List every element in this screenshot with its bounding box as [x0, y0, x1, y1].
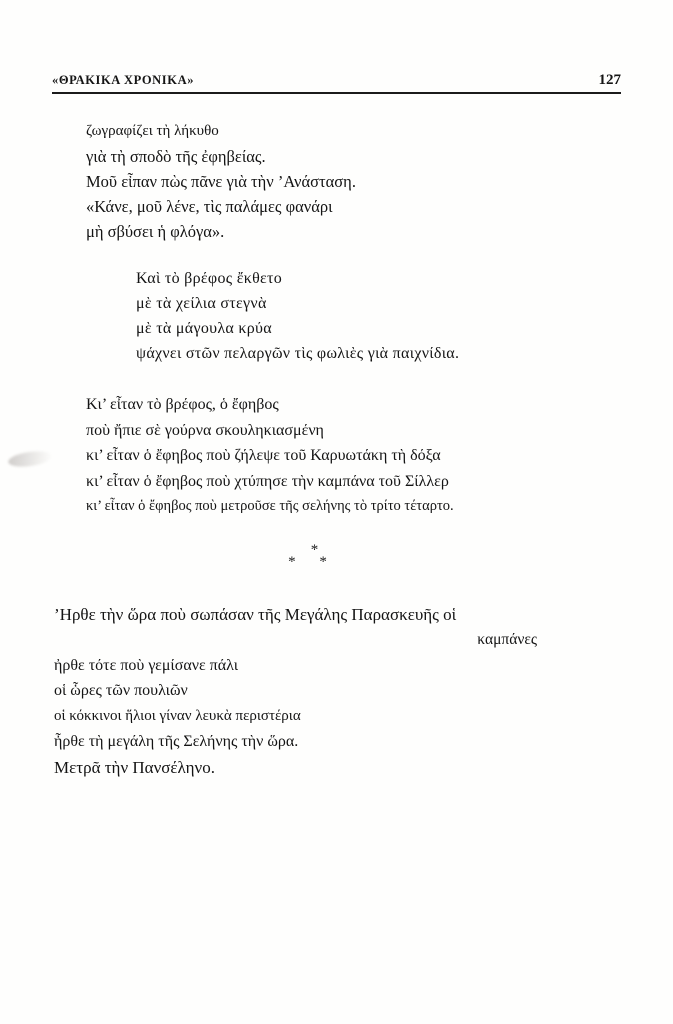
poem-line: οἱ κόκκινοι ἥλιοι γίναν λευκὰ περιστέρια [54, 707, 301, 724]
poem-line: ἦρθε τὴ μεγάλη τῆς Σελήνης τὴν ὥρα. [54, 733, 299, 750]
stanza-4 [52, 602, 633, 781]
poem-line: μὴ σβύσει ἡ φλόγα». [86, 222, 225, 241]
section-separator [52, 541, 633, 570]
poem-line: κι’ εἶταν ὁ ἔφηβος ποὺ ζήλεψε τοῦ Καρυωτάκη τὴ δόξα [86, 447, 441, 464]
poem-line: Κι’ εἶταν τὸ βρέφος, ὁ ἔφηβος [86, 396, 279, 413]
poem-line: ἠρθε τότε ποὺ γεμίσανε πάλι [54, 656, 238, 674]
scan-artifact [7, 449, 53, 469]
page-number: 127 [598, 72, 621, 88]
header-divider [52, 92, 621, 94]
poem-line: ψάχνει στῶν πελαργῶν τὶς φωλιὲς γιὰ παιχνίδια. [136, 345, 460, 362]
asterisk-top: * [310, 541, 319, 558]
poem-line: κι’ εἶταν ὁ ἔφηβος ποὺ μετροῦσε τῆς σελήνης τὸ τρίτο τέταρτο. [86, 498, 454, 514]
poem-line: μὲ τὰ χείλια στεγνὰ [136, 295, 267, 312]
poem-line: Μοῦ εἶπαν πὼς πᾶνε γιὰ τὴν ’Ανάσταση. [86, 172, 356, 191]
stanza-3 [52, 392, 633, 520]
poem-line: «Κάνε, μοῦ λένε, τὶς παλάμες φανάρι [86, 197, 333, 216]
poem-line: οἱ ὧρες τῶν πουλιῶν [54, 682, 188, 699]
poem-body [52, 110, 633, 780]
asterisk-bottom: * * [288, 553, 337, 570]
poem-line: κι’ εἶταν ὁ ἔφηβος ποὺ χτύπησε τὴν καμπάνα τοῦ Σίλλερ [86, 472, 449, 490]
poem-line: ποὺ ἤπιε σὲ γούρνα σκουληκιασμένη [86, 421, 324, 439]
poem-line: μὲ τὰ μάγουλα κρύα [136, 320, 272, 337]
journal-title: «ΘΡΑΚΙΚΑ ΧΡΟΝΙΚΑ» [52, 73, 195, 87]
poem-line: ζωγραφίζει τὴ λήκυθο [86, 123, 219, 139]
running-head [52, 72, 621, 89]
poem-line: γιὰ τὴ σποδὸ τῆς ἐφηβείας. [86, 147, 266, 166]
poem-line: Καὶ τὸ βρέφος ἔκθετο [136, 270, 283, 287]
poem-line: Μετρᾶ τὴν Πανσέληνο. [54, 757, 215, 777]
stanza-2 [52, 266, 633, 366]
stanza-1 [52, 119, 633, 244]
poem-line-runover: καμπάνες [477, 631, 537, 648]
poem-line: ’Ηρθε τὴν ὥρα ποὺ σωπάσαν τῆς Μεγάλης Παρασκευῆς οἱ [54, 604, 457, 624]
